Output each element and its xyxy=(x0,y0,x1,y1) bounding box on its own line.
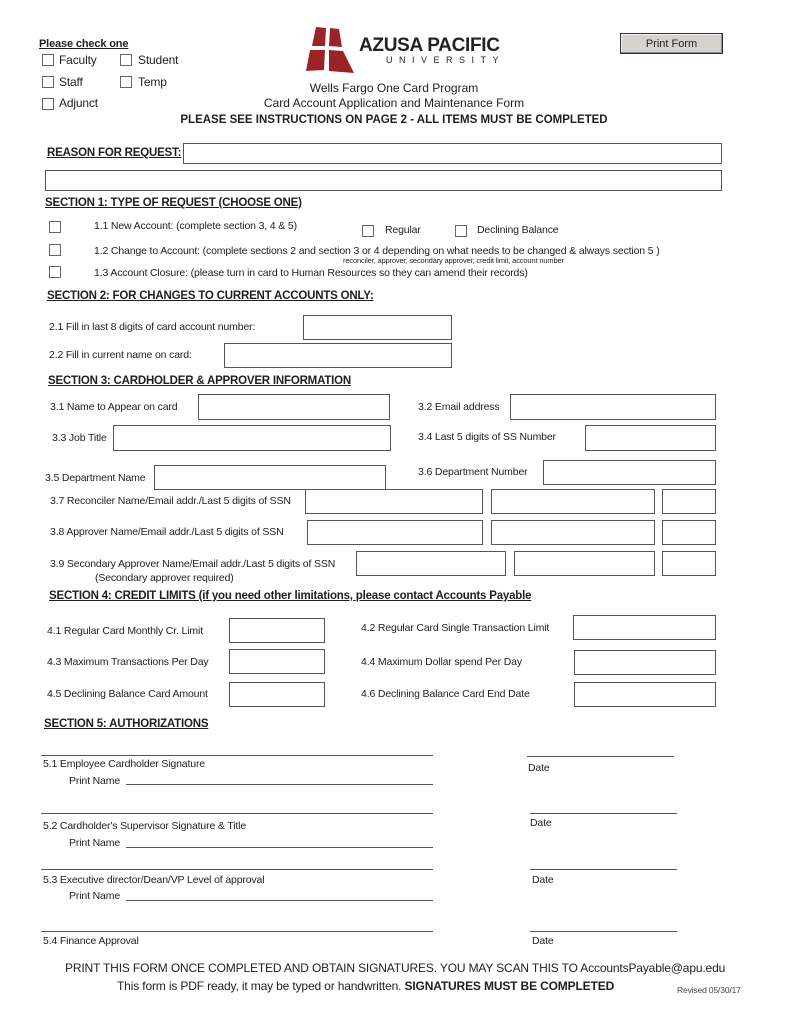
form-title: Card Account Application and Maintenance Form xyxy=(263,96,525,110)
program-title: Wells Fargo One Card Program xyxy=(309,81,479,95)
max-transactions-input[interactable] xyxy=(229,649,325,674)
secondary-approver-ssn-input[interactable] xyxy=(662,551,716,576)
student-label: Student xyxy=(138,53,179,67)
reconciler-name-input[interactable] xyxy=(305,489,483,514)
staff-label: Staff xyxy=(59,75,83,89)
reason-input-line2[interactable] xyxy=(45,170,722,191)
regular-card-label: Regular xyxy=(385,224,421,236)
signature-line[interactable] xyxy=(41,931,433,932)
card-last8-label: 2.1 Fill in last 8 digits of card account number: xyxy=(49,321,256,333)
date-label: Date xyxy=(532,874,554,886)
section3-title: SECTION 3: CARDHOLDER & APPROVER INFORMATION xyxy=(48,375,351,387)
change-account-label: 1.2 Change to Account: (complete sections 2 and section 3 or 4 depending on what needs to be changed & always section 5 ) xyxy=(94,245,660,257)
name-on-card-label: 3.1 Name to Appear on card xyxy=(50,401,178,413)
signature-line[interactable] xyxy=(41,869,433,870)
section2-title: SECTION 2: FOR CHANGES TO CURRENT ACCOUNTS ONLY: xyxy=(47,290,374,302)
footer-pdf-note xyxy=(117,980,614,992)
declining-end-date-input[interactable] xyxy=(574,682,716,707)
signature-line[interactable] xyxy=(41,755,433,756)
secondary-approver-note: (Secondary approver required) xyxy=(95,572,234,584)
approver-label: 3.8 Approver Name/Email addr./Last 5 digits of SSN xyxy=(50,526,284,538)
single-transaction-limit-input[interactable] xyxy=(573,615,716,640)
approver-name-input[interactable] xyxy=(307,520,483,545)
logo-subtitle: UNIVERSITY xyxy=(386,55,506,65)
print-form-button[interactable]: Print Form xyxy=(620,33,723,54)
card-last8-input[interactable] xyxy=(303,315,452,340)
executive-approval-label: 5.3 Executive director/Dean/VP Level of approval xyxy=(43,874,265,886)
change-account-note: reconciler, approver, secondary approver, credit limit, account number xyxy=(343,256,564,265)
check-one-title: Please check one xyxy=(39,38,129,50)
change-account-checkbox[interactable] xyxy=(49,244,61,256)
email-input[interactable] xyxy=(510,394,716,420)
print-name-line[interactable] xyxy=(126,847,433,848)
job-title-label: 3.3 Job Title xyxy=(52,432,107,444)
approver-email-input[interactable] xyxy=(491,520,655,545)
account-closure-checkbox[interactable] xyxy=(49,266,61,278)
max-dollar-label: 4.4 Maximum Dollar spend Per Day xyxy=(361,656,522,668)
declining-amount-input[interactable] xyxy=(229,682,325,707)
job-title-input[interactable] xyxy=(113,425,391,451)
reason-label: REASON FOR REQUEST: xyxy=(47,147,182,159)
dept-number-input[interactable] xyxy=(543,460,716,485)
reconciler-label: 3.7 Reconciler Name/Email addr./Last 5 digits of SSN xyxy=(50,495,291,507)
temp-label: Temp xyxy=(138,75,167,89)
date-line[interactable] xyxy=(530,869,677,870)
section5-title: SECTION 5: AUTHORIZATIONS xyxy=(44,718,209,730)
instructions-notice: PLEASE SEE INSTRUCTIONS ON PAGE 2 - ALL ITEMS MUST BE COMPLETED xyxy=(180,114,608,126)
revised-date: Revised 05/30/17 xyxy=(677,985,741,995)
declining-balance-checkbox[interactable] xyxy=(455,225,467,237)
student-checkbox[interactable] xyxy=(120,54,132,66)
faculty-label: Faculty xyxy=(59,53,97,67)
signature-line[interactable] xyxy=(41,813,433,814)
section1-title: SECTION 1: TYPE OF REQUEST (CHOOSE ONE) xyxy=(45,197,302,209)
new-account-label: 1.1 New Account: (complete section 3, 4 & 5) xyxy=(94,220,297,232)
finance-approval-label: 5.4 Finance Approval xyxy=(43,935,139,947)
reason-input-line1[interactable] xyxy=(183,143,722,164)
approver-ssn-input[interactable] xyxy=(662,520,716,545)
date-line[interactable] xyxy=(530,931,677,932)
supervisor-signature-label: 5.2 Cardholder's Supervisor Signature & Title xyxy=(43,820,247,832)
current-name-input[interactable] xyxy=(224,343,452,368)
declining-balance-label: Declining Balance xyxy=(477,224,559,236)
print-name-line[interactable] xyxy=(126,900,433,901)
ss-last5-label: 3.4 Last 5 digits of SS Number xyxy=(418,431,556,443)
print-name-line[interactable] xyxy=(126,784,433,785)
regular-card-checkbox[interactable] xyxy=(362,225,374,237)
email-label: 3.2 Email address xyxy=(418,401,500,413)
reconciler-ssn-input[interactable] xyxy=(662,489,716,514)
print-name-label: Print Name xyxy=(69,775,121,787)
dept-name-input[interactable] xyxy=(154,465,386,490)
footer-signatures-required: SIGNATURES MUST BE COMPLETED xyxy=(404,979,615,993)
secondary-approver-name-input[interactable] xyxy=(356,551,506,576)
adjunct-label: Adjunct xyxy=(59,96,98,110)
footer-pdf-ready: This form is PDF ready, it may be typed or handwritten. xyxy=(117,979,405,993)
ss-last5-input[interactable] xyxy=(585,425,716,451)
dept-name-label: 3.5 Department Name xyxy=(45,472,146,484)
print-name-label: Print Name xyxy=(69,837,121,849)
declining-amount-label: 4.5 Declining Balance Card Amount xyxy=(47,688,208,700)
apu-logo-icon xyxy=(306,27,354,73)
date-line[interactable] xyxy=(530,813,677,814)
single-transaction-limit-label: 4.2 Regular Card Single Transaction Limit xyxy=(361,622,550,634)
max-dollar-input[interactable] xyxy=(574,650,716,675)
name-on-card-input[interactable] xyxy=(198,394,390,420)
footer-print-instructions: PRINT THIS FORM ONCE COMPLETED AND OBTAIN SIGNATURES. YOU MAY SCAN THIS TO AccountsPayable@apu.edu xyxy=(65,961,726,975)
date-label: Date xyxy=(528,762,550,774)
current-name-label: 2.2 Fill in current name on card: xyxy=(49,349,192,361)
account-closure-label: 1.3 Account Closure: (please turn in card to Human Resources so they can amend their records) xyxy=(94,267,528,279)
secondary-approver-email-input[interactable] xyxy=(514,551,655,576)
secondary-approver-label: 3.9 Secondary Approver Name/Email addr./Last 5 digits of SSN xyxy=(50,558,336,570)
reconciler-email-input[interactable] xyxy=(491,489,655,514)
max-transactions-label: 4.3 Maximum Transactions Per Day xyxy=(47,656,209,668)
dept-number-label: 3.6 Department Number xyxy=(418,466,528,478)
declining-end-date-label: 4.6 Declining Balance Card End Date xyxy=(361,688,530,700)
faculty-checkbox[interactable] xyxy=(42,54,54,66)
monthly-limit-label: 4.1 Regular Card Monthly Cr. Limit xyxy=(47,625,203,637)
section4-title: SECTION 4: CREDIT LIMITS (if you need other limitations, please contact Accounts Payable xyxy=(49,590,532,602)
cardholder-signature-label: 5.1 Employee Cardholder Signature xyxy=(43,758,205,770)
date-label: Date xyxy=(532,935,554,947)
date-line[interactable] xyxy=(527,756,674,757)
monthly-limit-input[interactable] xyxy=(229,618,325,643)
logo-name: AZUSA PACIFIC xyxy=(359,35,500,56)
print-name-label: Print Name xyxy=(69,890,121,902)
new-account-checkbox[interactable] xyxy=(49,221,61,233)
date-label: Date xyxy=(530,817,552,829)
